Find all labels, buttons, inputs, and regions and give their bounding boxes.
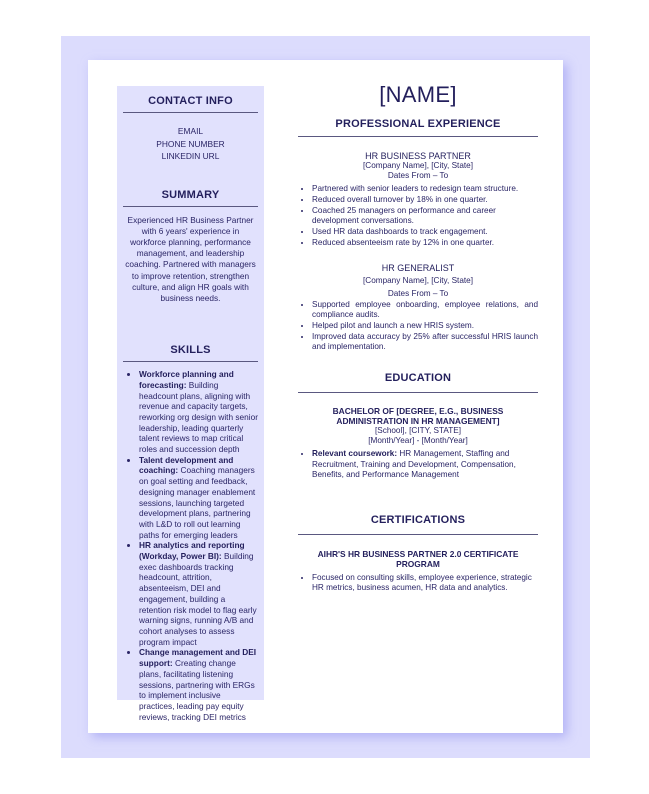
contact-details bbox=[117, 125, 264, 163]
summary-text: Experienced HR Business Partner with 6 years' experience in workforce planning, performance management, and leadership coaching. Partnered with managers to improve retention, strengthen culture, and align HR goals with business needs. bbox=[125, 214, 256, 303]
skill-item bbox=[139, 369, 264, 455]
job-bullets bbox=[298, 184, 538, 248]
job-dates: Dates From – To bbox=[387, 288, 449, 298]
skill-item bbox=[139, 455, 264, 541]
contact-divider bbox=[123, 112, 258, 113]
experience-section bbox=[298, 118, 538, 352]
skill-item bbox=[139, 647, 264, 722]
experience-divider bbox=[298, 136, 538, 137]
summary-section bbox=[117, 189, 264, 305]
job-title: HR GENERALIST bbox=[381, 263, 455, 274]
education-dates: [Month/Year] - [Month/Year] bbox=[368, 436, 468, 446]
education-bullets bbox=[298, 449, 538, 480]
certification-entry bbox=[298, 549, 538, 594]
skill-title: Workforce planning and forecasting: bbox=[139, 369, 234, 390]
education-entry bbox=[298, 406, 538, 480]
skills-heading: SKILLS bbox=[170, 344, 211, 357]
job-bullet: • Partnered with senior leaders to redesign team structure. bbox=[312, 184, 538, 194]
certification-title: AIHR'S HR BUSINESS PARTNER 2.0 CERTIFICATE PROGRAM bbox=[317, 549, 519, 570]
skill-text: Building headcount plans, aligning with revenue and capacity targets, reworking org design with senior leadership, leading quarterly talent reviews to map critical roles and succession depth bbox=[139, 379, 258, 455]
candidate-name: [NAME] bbox=[379, 82, 457, 107]
skill-text: Coaching managers on goal setting and feedback, designing manager enablement sessions, launching targeted development plans, partnering with L&D to roll out learning paths for emerging leaders bbox=[139, 465, 256, 540]
sidebar bbox=[117, 86, 264, 722]
job-bullet: • Reduced overall turnover by 18% in one quarter. bbox=[312, 195, 538, 205]
job-entry bbox=[298, 151, 538, 248]
skills-section bbox=[117, 344, 264, 722]
certifications-heading: CERTIFICATIONS bbox=[370, 514, 466, 527]
skill-item bbox=[139, 540, 264, 647]
certification-bullets bbox=[298, 573, 538, 594]
skill-text: Creating change plans, facilitating listening sessions, partnering with ERGs to implement inclusive practices, leading pay equity reviews, tracking DEI metrics bbox=[139, 658, 255, 722]
job-company: [Company Name], [City, State] bbox=[363, 276, 473, 286]
skills-list bbox=[117, 369, 264, 722]
contact-linkedin: LINKEDIN URL bbox=[161, 151, 220, 161]
job-bullet: • Coached 25 managers on performance and career development conversations. bbox=[312, 206, 538, 227]
education-section bbox=[298, 372, 538, 480]
main-column bbox=[298, 82, 538, 594]
certifications-section bbox=[298, 514, 538, 594]
coursework-label: Relevant coursework: bbox=[312, 449, 398, 459]
coursework-text: HR Management, Staffing and Recruitment, Training and Development, Compensation, Benefits, and Performance Management bbox=[312, 449, 516, 479]
education-school: [School], [CITY, STATE] bbox=[375, 426, 461, 436]
experience-heading: PROFESSIONAL EXPERIENCE bbox=[335, 118, 501, 130]
skill-title: Talent development and coaching: bbox=[139, 454, 234, 476]
job-title: HR BUSINESS PARTNER bbox=[365, 151, 471, 161]
skills-divider bbox=[123, 361, 258, 362]
job-bullet: • Used HR data dashboards to track engagement. bbox=[312, 227, 538, 237]
job-bullets bbox=[298, 300, 538, 353]
coursework-bullet bbox=[312, 449, 538, 480]
contact-phone: PHONE NUMBER bbox=[156, 138, 225, 149]
contact-heading: CONTACT INFO bbox=[148, 95, 233, 107]
certification-bullet: • Focused on consulting skills, employee experience, strategic HR metrics, business acumen, HR data and analytics. bbox=[312, 573, 538, 594]
contact-section bbox=[117, 86, 264, 163]
education-heading: EDUCATION bbox=[384, 372, 452, 385]
degree-title: BACHELOR OF [DEGREE, E.G., BUSINESS ADMINISTRATION IN HR MANAGEMENT] bbox=[332, 406, 504, 427]
job-bullet: • Supported employee onboarding, employee relations, and compliance audits. bbox=[312, 300, 538, 321]
job-entry bbox=[298, 263, 538, 352]
certifications-divider bbox=[298, 534, 538, 535]
skill-text: Building exec dashboards tracking headcount, attrition, absenteeism, DEI and engagement, building a retention risk model to flag early warning signs, running A/B and cohort analyses to assess program impact bbox=[139, 551, 257, 647]
job-bullet: • Improved data accuracy by 25% after successful HRIS launch and implementation. bbox=[312, 332, 538, 353]
education-divider bbox=[298, 392, 538, 393]
job-dates: Dates From – To bbox=[387, 170, 449, 180]
job-bullet: • Reduced absenteeism rate by 12% in one quarter. bbox=[312, 238, 538, 248]
job-company: [Company Name], [City, State] bbox=[363, 161, 473, 170]
job-bullet: • Helped pilot and launch a new HRIS system. bbox=[312, 321, 538, 331]
skill-title: HR analytics and reporting (Workday, Power BI): bbox=[139, 540, 245, 562]
skill-title: Change management and DEI support: bbox=[139, 647, 257, 669]
summary-divider bbox=[123, 206, 258, 207]
contact-email: EMAIL bbox=[177, 126, 204, 136]
summary-heading: SUMMARY bbox=[161, 188, 220, 201]
